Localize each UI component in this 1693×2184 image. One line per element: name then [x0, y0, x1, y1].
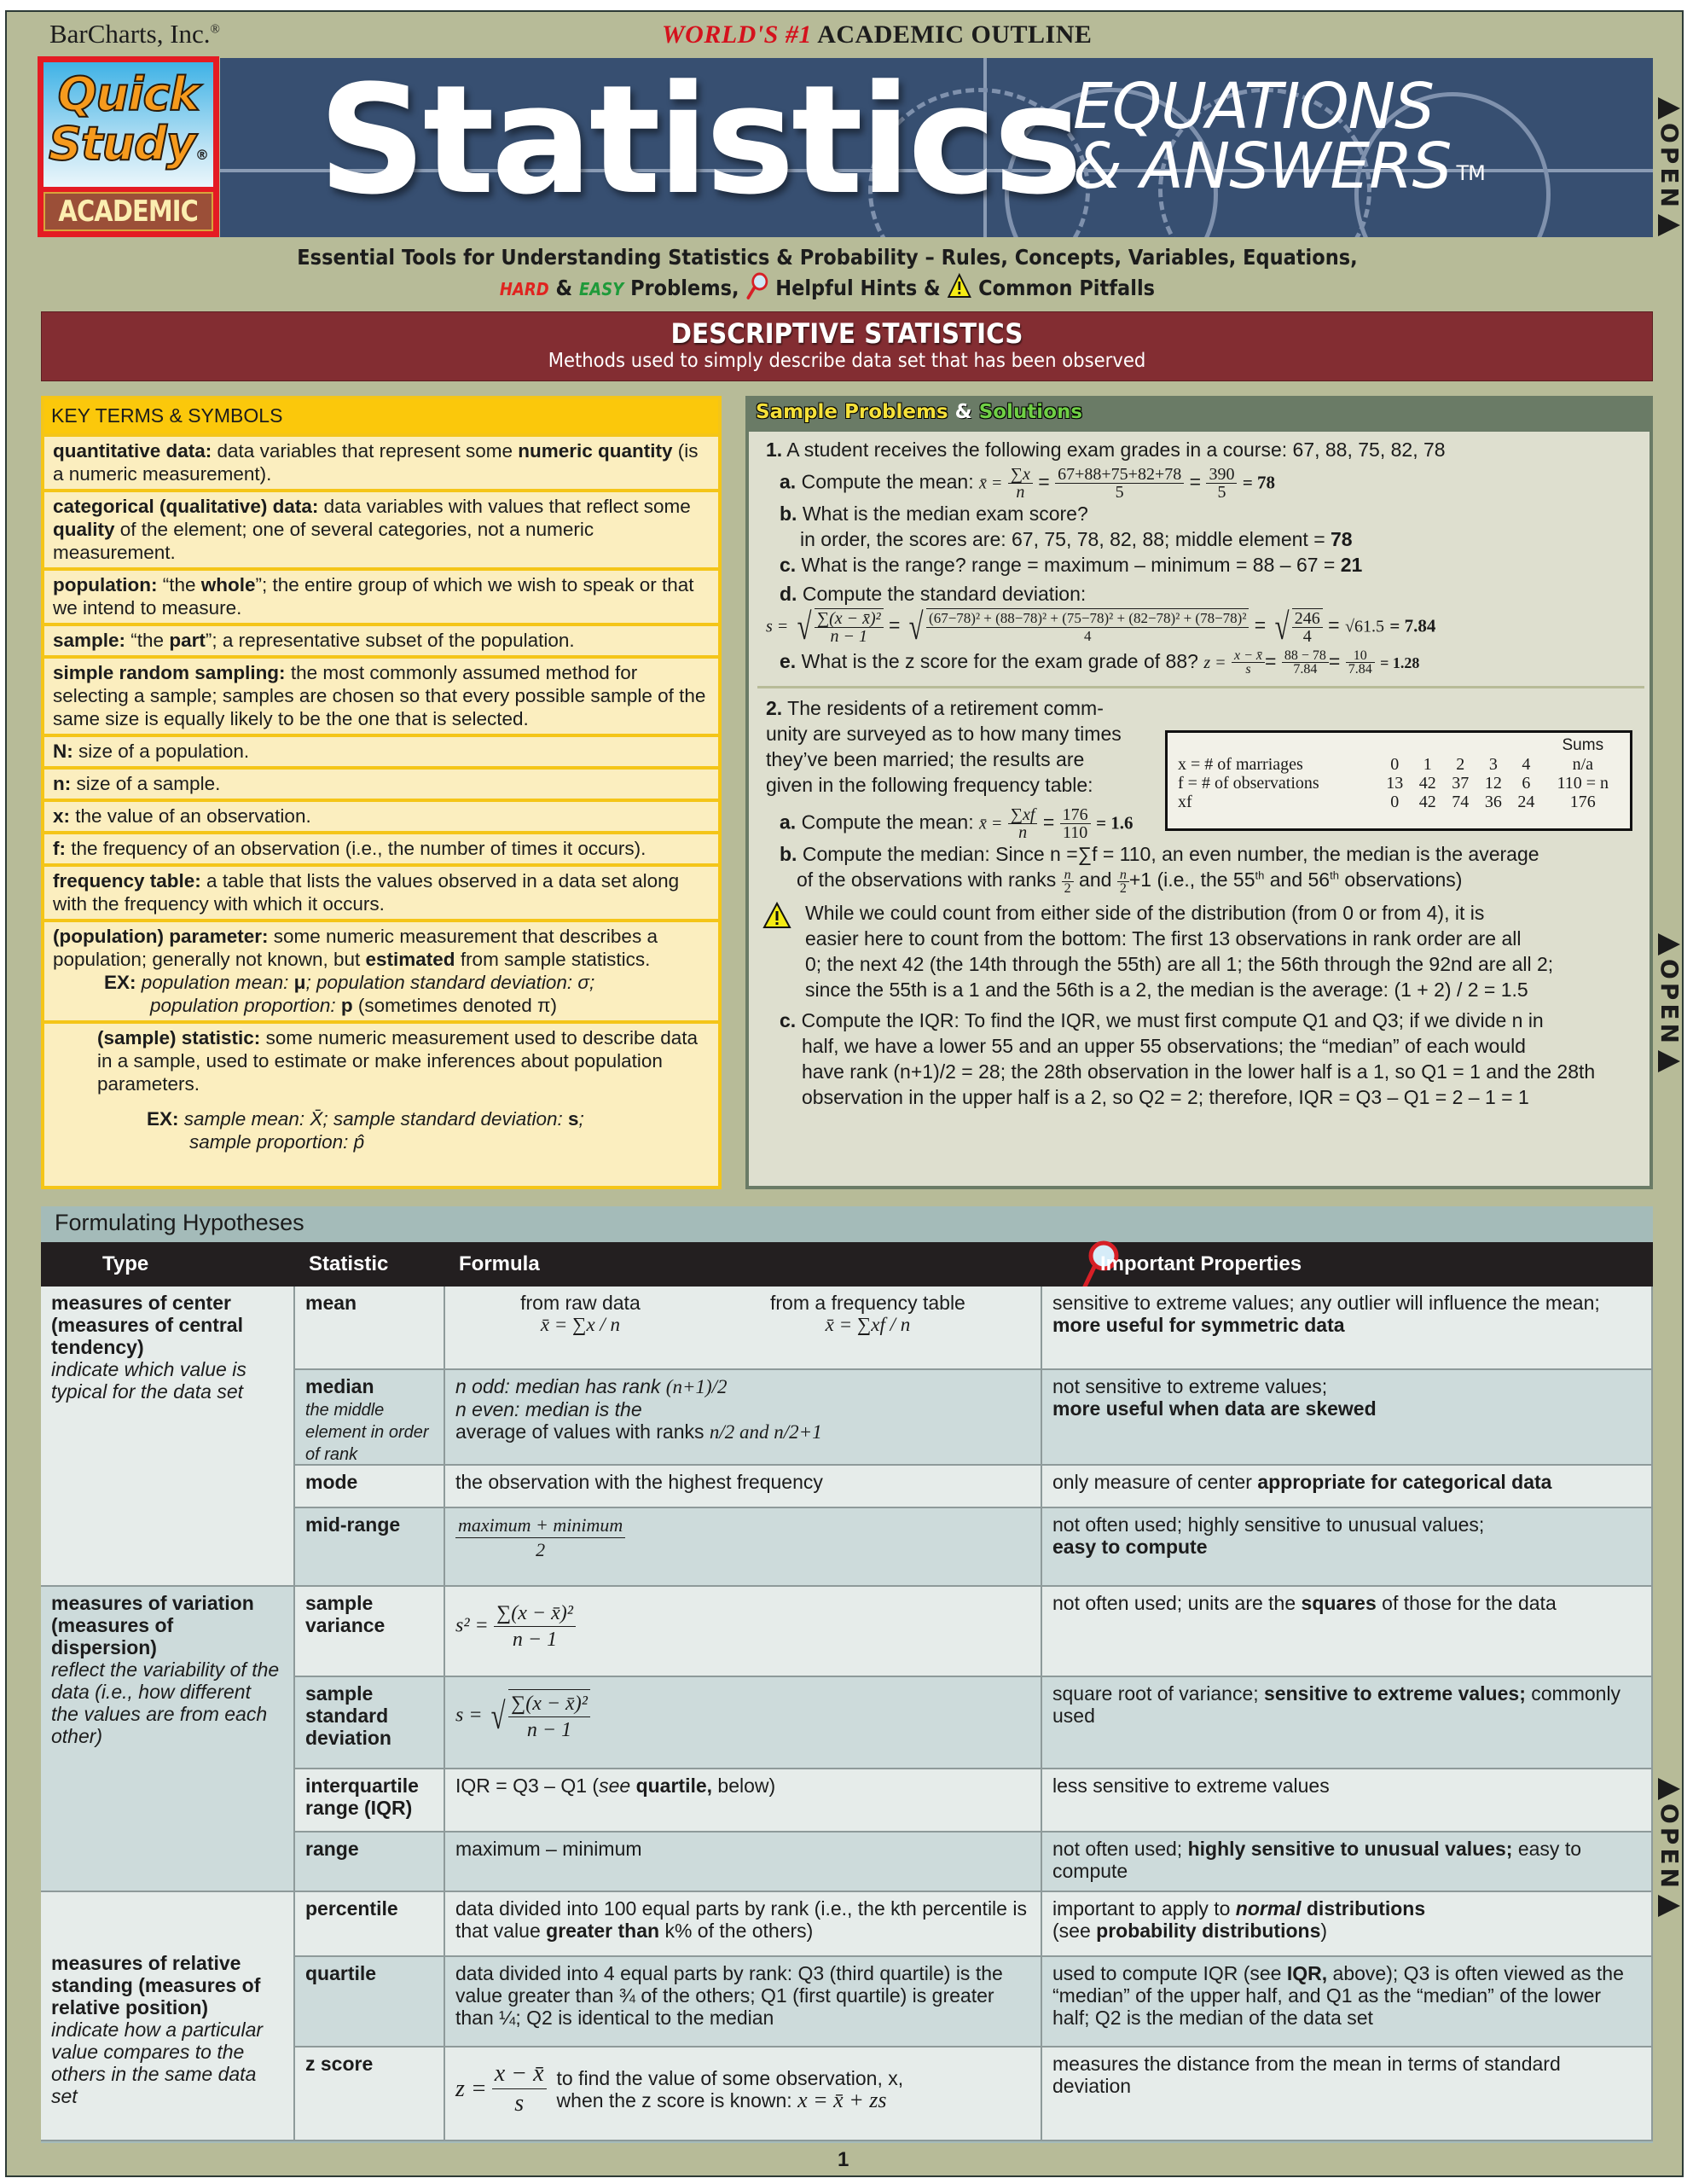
- type-cell: measures of center (measures of central tendency) indicate which value is typical for the data set: [41, 1287, 295, 1587]
- title-banner: [220, 58, 1653, 237]
- term-item: quantitative data: data variables that represent some numeric quantity (is a numeric measurement).: [44, 433, 718, 489]
- sample-problems-panel: [745, 396, 1653, 1189]
- term-item: x: the value of an observation.: [44, 799, 718, 831]
- open-tab-top[interactable]: OPEN: [1655, 94, 1684, 240]
- statistic-cell: interquartile range (IQR): [295, 1769, 445, 1833]
- arrow-icon: [1658, 1895, 1680, 1917]
- column-header-formula: Formula: [459, 1252, 540, 1275]
- type-cell: measures of variation (measures of dispersion) reflect the variability of the data (i.e., how different the values are from each other): [41, 1587, 295, 1892]
- problem-1d: d. Compute the standard deviation:: [780, 583, 1087, 605]
- term-item: (population) parameter: some numeric measurement that describes a population; generally not known, but estimated from sample statistics. EX: population mean: μ; population standard deviation: σ; population proportion: p (sometimes denoted π): [44, 919, 718, 1020]
- arrow-icon: [1658, 97, 1680, 119]
- table-row: x = # of marriages 0 1 2 3 4 n/a: [1178, 755, 1594, 774]
- arrow-icon: [1658, 1778, 1680, 1800]
- table-row: xf 0 42 74 36 24 176: [1178, 793, 1596, 811]
- page-subtitle: EQUATIONS & ANSWERS ™: [1073, 70, 1485, 203]
- column-header-properties: Important Properties: [1100, 1252, 1302, 1275]
- section-title: DESCRIPTIVE STATISTICS: [670, 317, 1023, 350]
- divider: [757, 686, 1644, 688]
- table-header: [41, 1242, 1653, 1287]
- properties-cell: important to apply to normal distributions (see probability distributions): [1042, 1892, 1653, 1957]
- term-item: categorical (qualitative) data: data variables with values that reflect some quality of the element; one of several categories, not a numeric measurement.: [44, 489, 718, 567]
- statistic-cell: range: [295, 1833, 445, 1892]
- formula-cell: s = √ $\frac{\text{∑(x − x̄)²}}{n - 1}$: [445, 1677, 1042, 1769]
- properties-cell: only measure of center appropriate for categorical data: [1042, 1466, 1653, 1508]
- section-subtitle: Methods used to simply describe data set that has been observed: [548, 350, 1146, 372]
- formula-cell: maximum – minimum: [445, 1833, 1042, 1892]
- frequency-table: [1165, 730, 1632, 831]
- term-item: f: the frequency of an observation (i.e., the number of times it occurs).: [44, 831, 718, 863]
- term-item: sample: “the part”; a representative subset of the population.: [44, 623, 718, 655]
- warning-icon: [762, 902, 791, 935]
- formula-cell: z = $\frac{x - x̄}{s}$ to find the value of some observation, x, when the z score is known: x = x̄ + zs: [445, 2048, 1042, 2141]
- properties-cell: sensitive to extreme values; any outlier will influence the mean; more useful for symmetric data: [1042, 1287, 1653, 1370]
- properties-cell: not often used; highly sensitive to unusual values; easy to compute: [1042, 1833, 1653, 1892]
- formula-cell: from raw data x̄ = ∑x / n from a frequency table x̄ = ∑xf / n: [445, 1287, 1042, 1370]
- quick-study-logo: Quick Study® ACADEMIC: [38, 56, 219, 237]
- term-item: simple random sampling: the most commonly assumed method for selecting a sample; samples are chosen so that every possible sample of the same size is equally likely to be the one that is selected.: [44, 655, 718, 734]
- formula-cell: IQR = Q3 – Q1 (see quartile, below): [445, 1769, 1042, 1833]
- problem-2b: b. Compute the median: Since n =∑f = 110, an even number, the median is the average: [780, 843, 1539, 866]
- properties-cell: not often used; units are the squares of those for the data: [1042, 1587, 1653, 1677]
- arrow-icon: [1658, 1050, 1680, 1072]
- statistic-cell: z score: [295, 2048, 445, 2141]
- statistic-cell: mid-range: [295, 1508, 445, 1587]
- problem-1a: a. Compute the mean: x̄ = $\frac{\sum x}{n}$ = $\frac{67+88+75+82+78}{5}$ = $\frac{390}{5}$ = 78: [780, 465, 1276, 502]
- pitfall-note: While we could count from either side of the distribution (from 0 or from 4), it is easier here to count from the bottom: The first 13 observations in rank order are all 0; the next 42 (the 14th through the 55th) are all 1; the 56th through the 92nd are all 2; since the 55th is a 1 and the 56th is a 2, the median is the average: (1 + 2) / 2 = 1.5: [766, 900, 1641, 1002]
- key-terms-panel: [41, 396, 722, 1189]
- statistic-cell: mean: [295, 1287, 445, 1370]
- term-item: population: “the whole”; the entire group of which we wish to speak or that we intend to measure.: [44, 567, 718, 623]
- statistic-cell: sample variance: [295, 1587, 445, 1677]
- problem-1c: c. What is the range? range = maximum – minimum = 88 – 67 = 21: [780, 554, 1363, 576]
- formula-cell: the observation with the highest frequency: [445, 1466, 1042, 1508]
- publisher-name: BarCharts, Inc.®: [49, 19, 220, 49]
- arrow-icon: [1658, 933, 1680, 956]
- statistic-cell: percentile: [295, 1892, 445, 1957]
- statistic-cell: sample standard deviation: [295, 1677, 445, 1769]
- term-item: frequency table: a table that lists the values observed in a data set along with the frequency with which it occurs.: [44, 863, 718, 919]
- warning-icon: [948, 273, 972, 305]
- problem-1d-formula: s = √ $\frac{\text{∑(x − x̄)²}}{n - 1}$ = √ $\frac{\text{(67−78)² + (88−78)² + (75−78)² + (82−78)² + (78−78)²}}{4}$ = √ $\frac{246}{4}$ = √61.5 = 7.84: [766, 605, 1436, 648]
- properties-cell: not often used; highly sensitive to unusual values; easy to compute: [1042, 1508, 1653, 1587]
- problem-2b-cont: of the observations with ranks $\frac{n}{2}$ and $\frac{n}{2}$ +1 (i.e., the 55th and 56th observations): [797, 867, 1463, 896]
- properties-cell: measures the distance from the mean in terms of standard deviation: [1042, 2048, 1653, 2141]
- magnifier-icon: [745, 271, 768, 307]
- hypotheses-title: Formulating Hypotheses: [55, 1210, 304, 1235]
- formula-cell: data divided into 100 equal parts by rank (i.e., the kth percentile is that value greater than k% of the others): [445, 1892, 1042, 1957]
- section-header: [41, 311, 1653, 381]
- term-item: n: size of a sample.: [44, 766, 718, 799]
- easy-badge: EASY: [579, 279, 624, 299]
- statistic-cell: median the middle element in order of rank: [295, 1370, 445, 1466]
- term-item: (sample) statistic: some numeric measurement used to describe data in a sample, used to estimate or make inferences about population parameters. EX: sample mean: X̄; sample standard deviation: s; sample proportion: p̂: [44, 1020, 718, 1172]
- formula-cell: s² = $\frac{\text{∑(x − x̄)²}}{n - 1}$: [445, 1587, 1042, 1677]
- open-tab-bottom[interactable]: OPEN: [1655, 1774, 1684, 1920]
- statistic-cell: mode: [295, 1466, 445, 1508]
- formula-cell: $\frac{\text{maximum + minimum}}{2}$: [445, 1508, 1042, 1587]
- key-terms-heading: KEY TERMS & SYMBOLS: [44, 399, 718, 433]
- formula-cell: n odd: median has rank (n+1)/2 n even: median is the average of values with ranks n/2 and n/2+1: [445, 1370, 1042, 1466]
- problem-2c: c. Compute the IQR: To find the IQR, we must first compute Q1 and Q3; if we divide n in half, we have a lower 55 and an upper 55 observations; the “median” of each would have rank (n+1)/2 = 28; the 28th observation in the lower half is a 1, so Q1 = 1 and the 28th observation in the upper half is a 2, so Q2 = 2; therefore, IQR = Q3 – Q1 = 2 – 1 = 1: [780, 1008, 1596, 1108]
- problem-1b: b. What is the median exam score?: [780, 502, 1088, 525]
- problem-1-statement: 1. A student receives the following exam grades in a course: 67, 88, 75, 82, 78: [766, 439, 1446, 461]
- hard-badge: HARD: [499, 279, 549, 299]
- arrow-icon: [1658, 214, 1680, 236]
- problem-2-statement: 2. The residents of a retirement comm- unity are surveyed as to how many times they’ve been married; the results are given in the following frequency table:: [766, 697, 1122, 797]
- problem-1e: e. What is the z score for the exam grade of 88? z = $\frac{x - x̄}{s}$ = $\frac{88 - 78}{7.84}$ = $\frac{10}{7.84}$ = 1.28: [780, 648, 1420, 677]
- term-item: N: size of a population.: [44, 734, 718, 766]
- properties-cell: less sensitive to extreme values: [1042, 1769, 1653, 1833]
- column-header-type: Type: [102, 1252, 149, 1275]
- problem-1b-answer: in order, the scores are: 67, 75, 78, 82, 88; middle element = 78: [800, 528, 1353, 550]
- statistic-cell: quartile: [295, 1957, 445, 2048]
- properties-cell: used to compute IQR (see IQR, above); Q3 is often viewed as the “median” of the upper half, and Q1 as the “median” of the lower half; Q2 is the median of the data set: [1042, 1957, 1653, 2048]
- column-header-statistic: Statistic: [309, 1252, 389, 1275]
- tagline: WORLD'S #1 ACADEMIC OUTLINE: [662, 20, 1093, 49]
- page-number: 1: [838, 2148, 849, 2171]
- table-row: f = # of observations 13 42 37 12 6 110 = n: [1178, 774, 1609, 793]
- sample-problems-heading: Sample Problems & Solutions: [749, 396, 1650, 432]
- open-tab-middle[interactable]: OPEN: [1655, 930, 1684, 1076]
- formula-cell: data divided into 4 equal parts by rank: Q3 (third quartile) is the value greater than ¾ of the others; Q1 (first quartile) is greater than ¼; Q2 is identical to the median: [445, 1957, 1042, 2048]
- properties-cell: not sensitive to extreme values; more useful when data are skewed: [1042, 1370, 1653, 1466]
- hypotheses-table: [41, 1206, 1653, 2143]
- type-cell: measures of relative standing (measures of relative position) indicate how a particular value compares to the others in the same data set: [41, 1892, 295, 2141]
- properties-cell: square root of variance; sensitive to extreme values; commonly used: [1042, 1677, 1653, 1769]
- page-title: Statistics: [318, 58, 1080, 228]
- intro-text: Essential Tools for Understanding Statistics & Probability – Rules, Concepts, Variables, Equations, HARD & EASY Problems, Helpful Hints & Common Pitfalls: [83, 244, 1572, 307]
- sums-header: Sums: [1562, 736, 1604, 754]
- problem-2a: a. Compute the mean: x̄ = $\frac{\sum xf}{n}$ = $\frac{176}{110}$ = 1.6: [780, 805, 1133, 843]
